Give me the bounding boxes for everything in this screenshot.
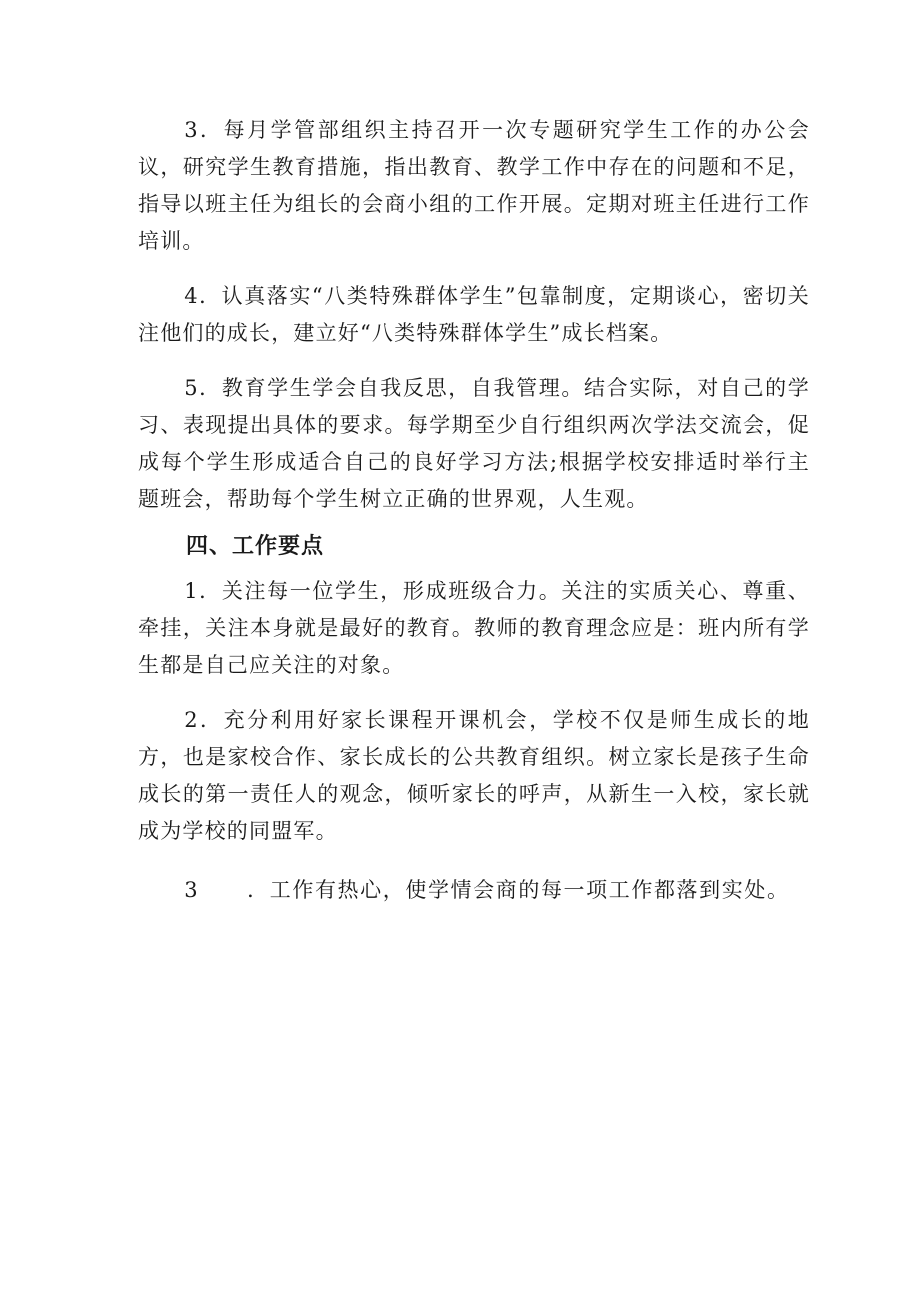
work-point-1: 1．关注每一位学生，形成班级合力。关注的实质关心、尊重、牵挂，关注本身就是最好的教育。教师的教育理念应是：班内所有学生都是自己应关注的对象。 bbox=[138, 579, 810, 677]
work-point-3 bbox=[138, 872, 810, 909]
work-point-3-number: 3 bbox=[184, 878, 200, 902]
work-point-3-text: ．工作有热心，使学情会商的每一项工作都落到实处。 bbox=[247, 878, 790, 902]
section-heading-work-points: 四、工作要点 bbox=[186, 534, 325, 559]
document-page bbox=[138, 112, 810, 927]
paragraph-5: 5．教育学生学会自我反思，自我管理。结合实际，对自己的学习、表现提出具体的要求。每学期至少自行组织两次学法交流会，促成每个学生形成适合自己的良好学习方法;根据学校安排适时举行主题班会，帮助每个学生树立正确的世界观，人生观。 bbox=[138, 376, 810, 511]
paragraph-4: 4．认真落实“八类特殊群体学生”包靠制度，定期谈心，密切关注他们的成长，建立好“八类特殊群体学生”成长档案。 bbox=[138, 284, 810, 345]
work-point-2: 2．充分利用好家长课程开课机会，学校不仅是师生成长的地方，也是家校合作、家长成长的公共教育组织。树立家长是孩子生命成长的第一责任人的观念，倾听家长的呼声，从新生一入校，家长就成为学校的同盟军。 bbox=[138, 708, 810, 843]
paragraph-3: 3．每月学管部组织主持召开一次专题研究学生工作的办公会议，研究学生教育措施，指出教育、教学工作中存在的问题和不足，指导以班主任为组长的会商小组的工作开展。定期对班主任进行工作培训。 bbox=[138, 118, 810, 253]
